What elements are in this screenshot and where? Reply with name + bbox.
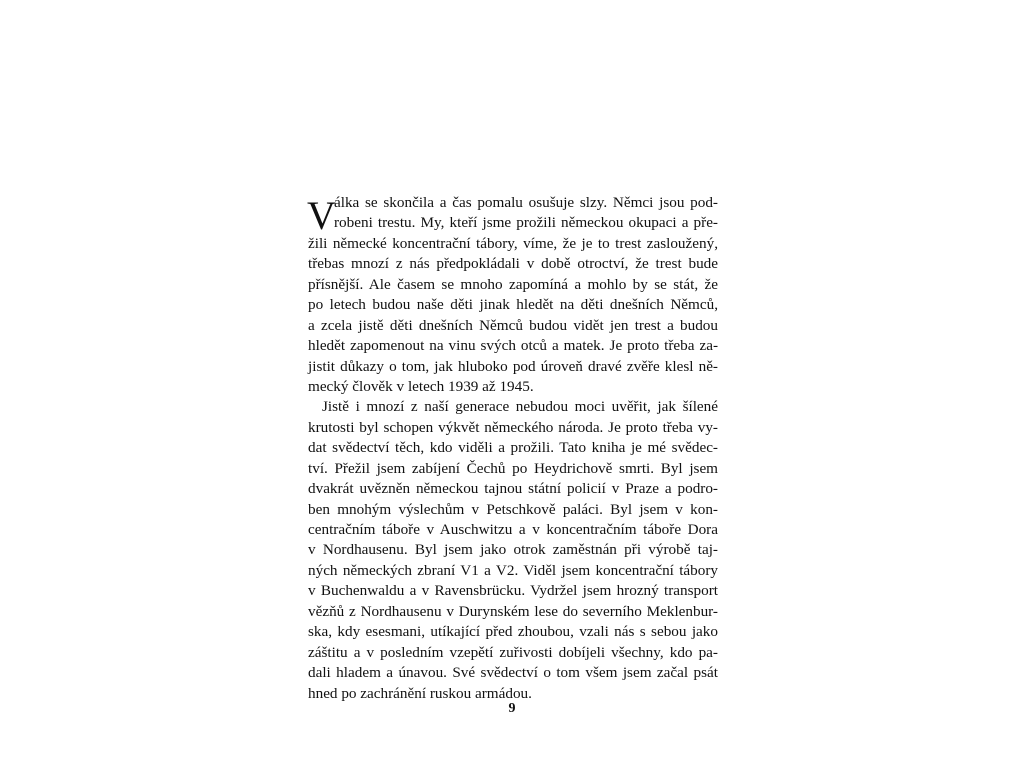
text-line: vězňů z Nordhausenu v Durynském lese do severního Meklenbur-: [308, 602, 718, 620]
text-line: hned po zachránění ruskou armádou.: [308, 684, 532, 702]
text-line: ska, kdy esesmani, utíkající před zhoubou, vzali nás s sebou jako: [308, 623, 718, 641]
text-line: žili německé koncentrační tábory, víme, že je to trest zasloužený,: [308, 234, 718, 252]
text-line: mecký člověk v letech 1939 až 1945.: [308, 377, 534, 395]
text-line: v Buchenwaldu a v Ravensbrücku. Vydržel jsem hrozný transport: [308, 582, 718, 600]
text-line: ných německých zbraní V1 a V2. Viděl jsem koncentrační tábory: [308, 561, 718, 579]
drop-cap: V: [307, 193, 336, 238]
paragraph-2: [308, 397, 718, 704]
text-line: třebas mnozí z nás předpokládali v době otroctví, že trest bude: [308, 255, 718, 273]
text-line: Jistě i mnozí z naší generace nebudou moci uvěřit, jak šílené: [322, 398, 718, 416]
text-line: dvakrát uvězněn německou tajnou státní policií v Praze a podro-: [308, 480, 718, 498]
text-line: záštitu a v posledním vzepětí zuřivosti dobíjeli všechny, kdo pa-: [308, 643, 718, 661]
text-line: po letech budou naše děti jinak hledět na děti dnešních Němců,: [308, 296, 718, 314]
text-line: dat svědectví těch, kdo viděli a prožili. Tato kniha je mé svědec-: [308, 439, 718, 457]
text-line: tví. Přežil jsem zabíjení Čechů po Heydrichově smrti. Byl jsem: [308, 459, 718, 477]
text-line: dali hladem a únavou. Své svědectví o tom všem jsem začal psát: [308, 664, 718, 682]
text-line: přísnější. Ale časem se mnoho zapomíná a mohlo by se stát, že: [308, 275, 718, 293]
text-line: ben mnohým výslechům v Petschkově paláci. Byl jsem v kon-: [308, 500, 718, 518]
text-line: centračním táboře v Auschwitzu a v koncentračním táboře Dora: [308, 521, 718, 538]
text-line: a zcela jistě děti dnešních Němců budou vidět jen trest a budou: [308, 316, 718, 334]
text-line: álka se skončila a čas pomalu osušuje slzy. Němci jsou pod-: [334, 194, 718, 211]
text-line: robeni trestu. My, kteří jsme prožili německou okupaci a pře-: [334, 214, 718, 232]
text-line: hledět zapomenout na vinu svých otců a matek. Je proto třeba za-: [308, 337, 718, 355]
page-number: 9: [508, 701, 516, 716]
text-line: jistit důkazy o tom, jak hluboko pod úroveň dravé zvěře klesl ně-: [308, 357, 718, 375]
text-line: v Nordhausenu. Byl jsem jako otrok zaměstnán při výrobě taj-: [308, 541, 718, 559]
body-text: [308, 193, 718, 704]
paragraph-1: [308, 193, 718, 397]
text-line: krutosti byl schopen výkvět německého národa. Je proto třeba vy-: [308, 418, 718, 436]
